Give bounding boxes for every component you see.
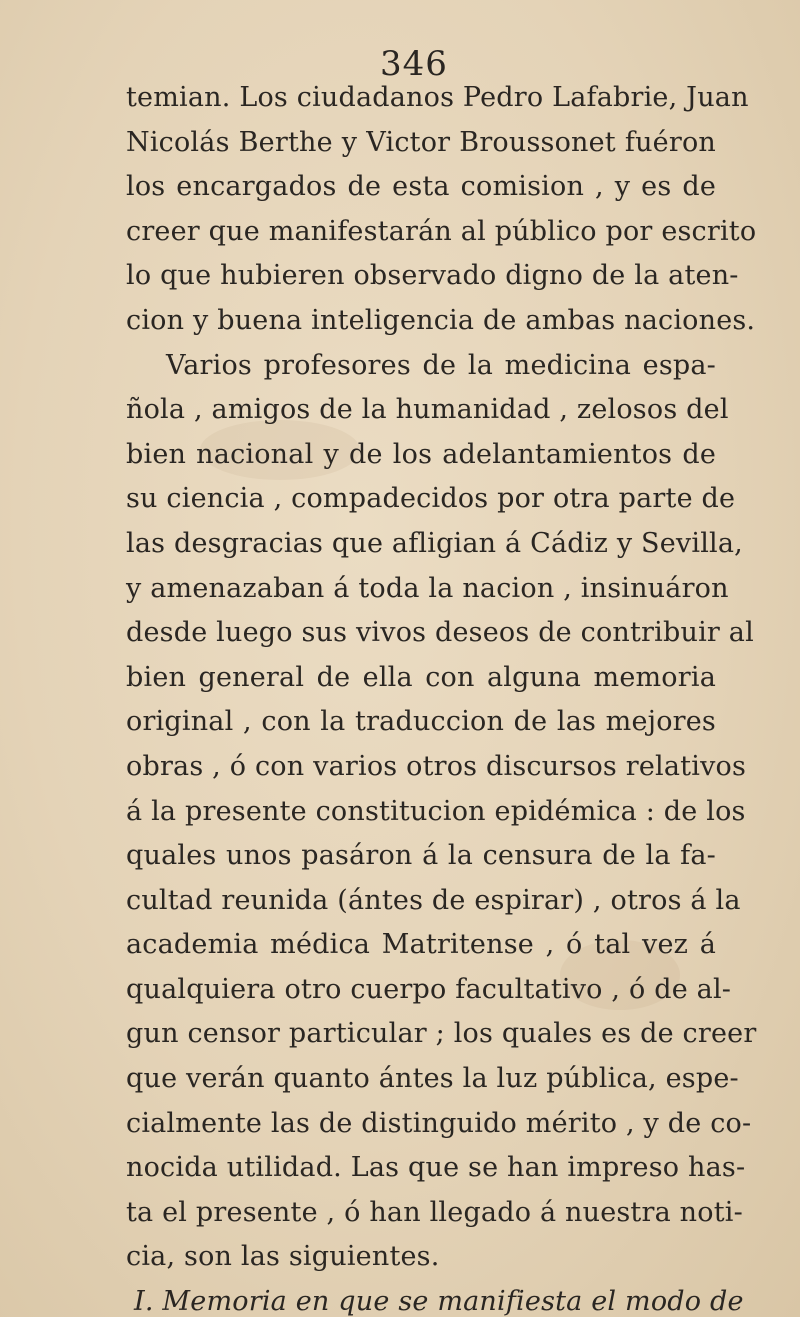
text-line: bien nacional y de los adelantamientos de [126, 438, 716, 470]
text-line: y amenazaban á toda la nacion , insinuáron [126, 572, 729, 604]
text-line: desde luego sus vivos deseos de contribuir al [126, 617, 754, 649]
text-line: original , con la traduccion de las mejores [126, 706, 716, 738]
text-line: bien general de ella con alguna memoria [126, 661, 716, 693]
text-line: lo que hubieren observado digno de la aten- [126, 260, 739, 292]
body-text [126, 76, 757, 1317]
text-line: los encargados de esta comision , y es de [126, 171, 716, 203]
text-line: su ciencia , compadecidos por otra parte de [126, 483, 736, 515]
text-line: las desgracias que afligian á Cádiz y Sevilla, [126, 527, 743, 559]
text-line: que verán quanto ántes la luz pública, espe- [126, 1063, 739, 1095]
text-line: obras , ó con varios otros discursos relativos [126, 750, 747, 782]
text-line: temian. Los ciudadanos Pedro Lafabrie, Juan [126, 82, 749, 113]
text-line: cialmente las de distinguido mérito , y de co- [126, 1107, 752, 1139]
text-line: quales unos pasáron á la censura de la fa- [126, 840, 716, 872]
text-line: Nicolás Berthe y Victor Broussonet fuéron [126, 126, 716, 158]
text-line: nocida utilidad. Las que se han impreso has- [126, 1152, 746, 1184]
memoria-heading-line: I. Memoria en que se manifiesta el modo de [134, 1286, 744, 1317]
text-line: ta el presente , ó han llegado á nuestra noti- [126, 1196, 743, 1228]
text-line: gun censor particular ; los quales es de creer [126, 1018, 757, 1050]
paragraph-start-line: Varios profesores de la medicina espa- [166, 349, 716, 381]
text-line: qualquiera otro cuerpo facultativo , ó de al- [126, 973, 732, 1005]
text-line: cultad reunida (ántes de espirar) , otros á la [126, 884, 741, 916]
text-line: creer que manifestarán al público por escrito [126, 215, 757, 247]
page-number: 346 [380, 44, 448, 84]
text-line: academia médica Matritense , ó tal vez á [126, 929, 716, 961]
text-line: ñola , amigos de la humanidad , zelosos del [126, 394, 729, 426]
text-line: cion y buena inteligencia de ambas naciones. [126, 304, 756, 336]
text-line: á la presente constitucion epidémica : de los [126, 795, 746, 827]
paragraph-end-line: cia, son las siguientes. [126, 1241, 440, 1273]
